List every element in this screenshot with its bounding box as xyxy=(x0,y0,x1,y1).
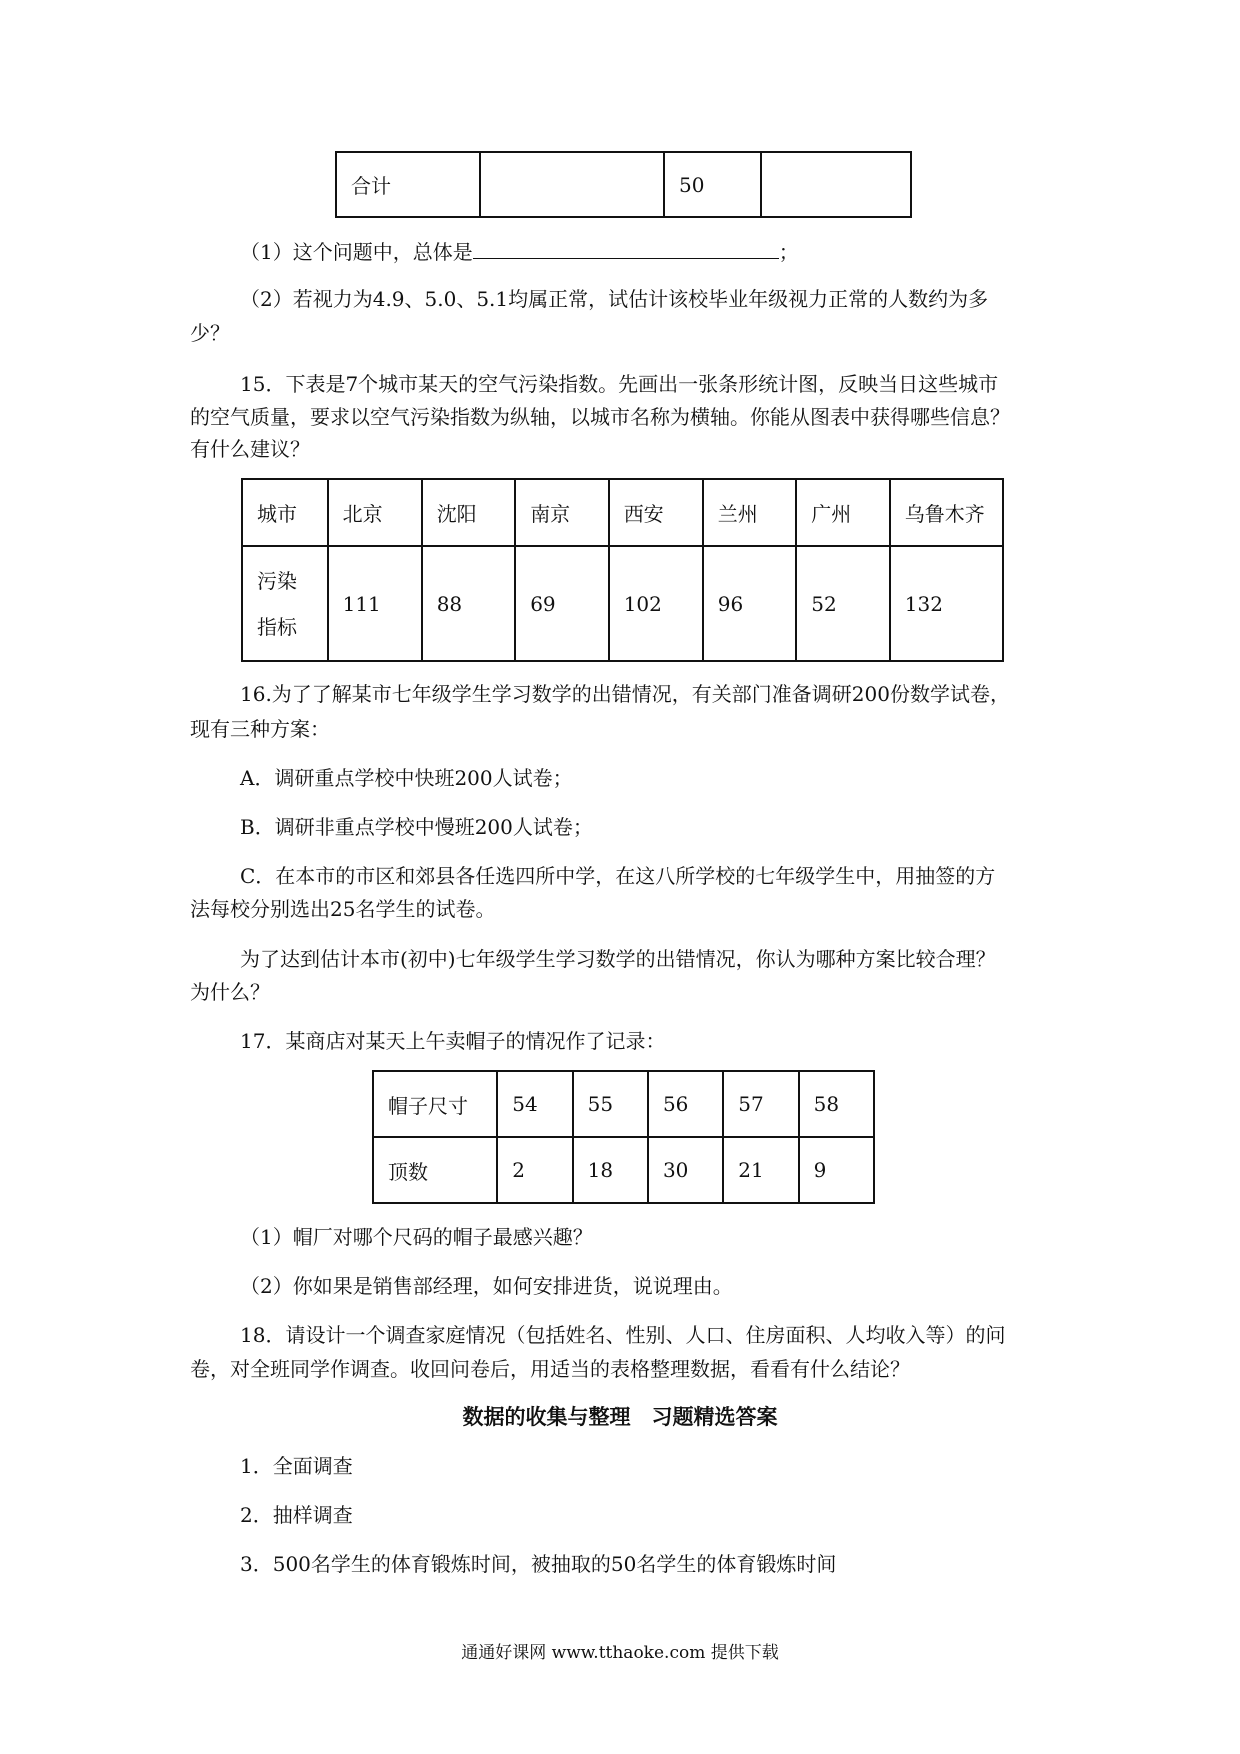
page-footer: 通通好课网 www.tthaoke.com 提供下载 xyxy=(461,1643,779,1663)
table-header-cell: 西安 xyxy=(609,479,703,546)
hat-size-table xyxy=(372,1070,875,1204)
total-label-cell: 合计 xyxy=(336,152,480,217)
answer-3: 3．500名学生的体育锻炼时间，被抽取的50名学生的体育锻炼时间 xyxy=(240,1552,837,1576)
q18-line2: 卷，对全班同学作调查。收回问卷后，用适当的表格整理数据，看看有什么结论？ xyxy=(190,1357,910,1381)
table-header-cell: 沈阳 xyxy=(422,479,516,546)
table-header-cell: 城市 xyxy=(242,479,328,546)
table-cell: 57 xyxy=(723,1071,798,1137)
q16-line1: 16.为了了解某市七年级学生学习数学的出错情况，有关部门准备调研200份数学试卷， xyxy=(240,682,1010,706)
table-cell: 132 xyxy=(890,546,1003,661)
row-label-cell: 顶数 xyxy=(373,1137,497,1203)
q16-option-c-line1: C．在本市的市区和郊县各任选四所中学，在这八所学校的七年级学生中，用抽签的方 xyxy=(240,864,996,888)
q14-sub1-end: ； xyxy=(778,240,799,264)
table-cell: 102 xyxy=(609,546,703,661)
table-cell: 69 xyxy=(515,546,609,661)
table-cell: 88 xyxy=(422,546,516,661)
q16-option-c-line2: 法每校分别选出25名学生的试卷。 xyxy=(190,897,496,921)
row-label-line: 污染 xyxy=(257,568,297,593)
answer-1: 1．全面调查 xyxy=(240,1454,353,1478)
table-header-cell: 南京 xyxy=(515,479,609,546)
q14-sub1-text: （1）这个问题中，总体是 xyxy=(240,240,473,264)
q14-sub1 xyxy=(240,236,799,267)
total-cell xyxy=(480,152,664,217)
table-header-cell: 乌鲁木齐 xyxy=(890,479,1003,546)
table-header-cell: 帽子尺寸 xyxy=(373,1071,497,1137)
table-cell: 2 xyxy=(497,1137,572,1203)
q16-question-line2: 为什么？ xyxy=(190,980,270,1004)
q17-sub2: （2）你如果是销售部经理，如何安排进货，说说理由。 xyxy=(240,1274,733,1298)
q16-option-b: B．调研非重点学校中慢班200人试卷； xyxy=(240,815,593,839)
answer-2: 2．抽样调查 xyxy=(240,1503,353,1527)
table-cell: 55 xyxy=(573,1071,648,1137)
table-cell: 9 xyxy=(799,1137,874,1203)
table-cell: 96 xyxy=(703,546,797,661)
table-cell: 56 xyxy=(648,1071,723,1137)
q14-sub2-line2: 少？ xyxy=(190,321,230,345)
answer-blank xyxy=(473,236,779,259)
table-cell: 54 xyxy=(497,1071,572,1137)
total-cell xyxy=(761,152,911,217)
table-cell: 52 xyxy=(796,546,890,661)
q16-line2: 现有三种方案： xyxy=(190,717,330,741)
q15-line3: 有什么建议？ xyxy=(190,437,310,461)
q14-sub2-line1: （2）若视力为4.9、5.0、5.1均属正常，试估计该校毕业年级视力正常的人数约为多 xyxy=(240,287,989,311)
row-label-cell xyxy=(242,546,328,661)
q18-line1: 18．请设计一个调查家庭情况（包括姓名、性别、人口、住房面积、人均收入等）的问 xyxy=(240,1323,1006,1347)
q15-line1: 15．下表是7个城市某天的空气污染指数。先画出一张条形统计图，反映当日这些城市 xyxy=(240,372,999,396)
table-cell: 30 xyxy=(648,1137,723,1203)
pollution-table xyxy=(241,478,1004,662)
total-cell: 50 xyxy=(664,152,761,217)
table-header-cell: 北京 xyxy=(328,479,422,546)
q15-line2: 的空气质量，要求以空气污染指数为纵轴，以城市名称为横轴。你能从图表中获得哪些信息？ xyxy=(190,405,1010,429)
table-cell: 111 xyxy=(328,546,422,661)
table-cell: 58 xyxy=(799,1071,874,1137)
q16-option-a: A．调研重点学校中快班200人试卷； xyxy=(240,766,573,790)
table-cell: 18 xyxy=(573,1137,648,1203)
table-header-cell: 广州 xyxy=(796,479,890,546)
row-label-line: 指标 xyxy=(257,614,297,639)
table-header-cell: 兰州 xyxy=(703,479,797,546)
total-row-table xyxy=(335,151,912,218)
q17-line1: 17．某商店对某天上午卖帽子的情况作了记录： xyxy=(240,1029,666,1053)
table-cell: 21 xyxy=(723,1137,798,1203)
answers-title: 数据的收集与整理 习题精选答案 xyxy=(462,1404,778,1429)
q16-question-line1: 为了达到估计本市(初中)七年级学生学习数学的出错情况，你认为哪种方案比较合理？ xyxy=(240,947,996,971)
q17-sub1: （1）帽厂对哪个尺码的帽子最感兴趣？ xyxy=(240,1225,593,1249)
